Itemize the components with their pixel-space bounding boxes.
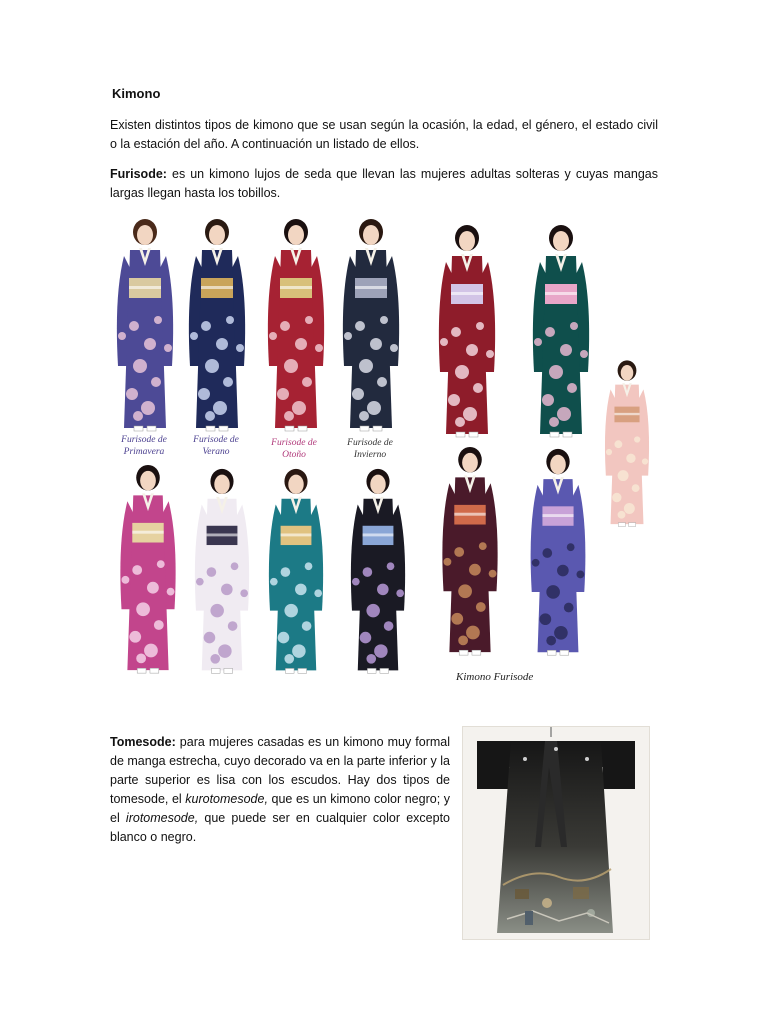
flower-motif	[549, 417, 559, 427]
flower-motif	[126, 388, 138, 400]
flower-motif	[295, 338, 307, 350]
flower-motif	[540, 613, 552, 625]
flower-motif	[280, 321, 290, 331]
caption-invierno: Furisode de Invierno	[347, 438, 393, 460]
flower-motif	[216, 338, 228, 350]
robe	[127, 495, 168, 670]
flower-motif	[377, 377, 387, 387]
flower-motif	[352, 578, 360, 586]
flower-motif	[542, 548, 552, 558]
obi-cord	[614, 413, 639, 415]
tomesode-paragraph: Tomesode: para mujeres casadas es un kimono muy formal de manga estrecha, cuyo decorado va en la parte inferior y la parte superior es lisa con los escudos. Hay dos tipos de tomesode, el kurotomesode, que es un kimono color negro; y el irotomesode, que puede ser en cualquier color excepto blanco o negro.	[110, 735, 450, 844]
caption-otono: Furisode de Otoño	[271, 438, 317, 460]
zori-right	[629, 523, 636, 527]
flower-motif	[147, 582, 159, 594]
flower-motif	[396, 589, 404, 597]
flower-motif	[205, 359, 219, 373]
flower-motif	[223, 377, 233, 387]
flower-motif	[455, 365, 469, 379]
flower-motif	[129, 631, 141, 643]
zori-left	[285, 426, 294, 431]
flower-motif	[363, 567, 373, 577]
flower-motif	[374, 644, 387, 657]
flower-motif	[151, 377, 161, 387]
obi-cord	[454, 513, 485, 516]
flower-motif	[201, 321, 211, 331]
zori-left	[134, 426, 143, 431]
flower-motif	[228, 621, 238, 631]
flower-motif	[154, 316, 162, 324]
flower-motif	[344, 332, 352, 340]
face	[137, 225, 153, 245]
tomesode-photo	[462, 726, 650, 940]
flower-motif	[370, 338, 382, 350]
flower-motif	[366, 604, 379, 617]
flower-motif	[305, 316, 313, 324]
zori-left	[618, 523, 625, 527]
flower-motif	[226, 316, 234, 324]
flower-motif	[366, 654, 376, 664]
flower-motif	[314, 589, 322, 597]
zori-right	[298, 426, 307, 431]
flower-motif	[542, 394, 554, 406]
kimono-figure-verano	[182, 216, 252, 438]
obi-cord	[280, 286, 312, 289]
flower-motif	[384, 621, 394, 631]
flower-motif	[284, 604, 297, 617]
flower-motif	[302, 621, 312, 631]
flower-motif	[118, 332, 126, 340]
flower-motif	[236, 344, 244, 352]
flower-motif	[281, 567, 291, 577]
flower-motif	[546, 585, 560, 599]
robe	[446, 256, 488, 434]
flower-motif	[476, 322, 484, 330]
tomesode-kimono-illustration	[463, 727, 649, 939]
zori-right	[472, 650, 481, 655]
flower-motif	[545, 327, 555, 337]
zori-right	[219, 426, 228, 431]
zori-right	[560, 650, 569, 655]
flower-motif	[190, 332, 198, 340]
flower-motif	[567, 543, 575, 551]
zori-right	[150, 668, 159, 673]
zori-right	[147, 426, 156, 431]
flower-motif	[198, 388, 210, 400]
face	[550, 455, 566, 474]
face	[370, 475, 385, 494]
flower-motif	[132, 565, 142, 575]
flower-motif	[284, 654, 294, 664]
flower-motif	[367, 401, 381, 415]
flower-motif	[352, 388, 364, 400]
face	[621, 365, 634, 381]
flower-motif	[278, 632, 290, 644]
kimono-figure-teal2	[258, 466, 334, 680]
zori-right	[224, 668, 233, 673]
obi-cord	[201, 286, 233, 289]
obi-cord	[355, 286, 387, 289]
flower-motif	[606, 449, 612, 455]
flower-motif	[167, 588, 175, 596]
robe	[449, 477, 490, 652]
flower-motif	[305, 562, 313, 570]
kimono-figure-teal	[524, 222, 598, 444]
kimono-figure-peach	[598, 358, 656, 532]
flower-motif	[136, 602, 150, 616]
caption-kimono-furisode: Kimono Furisode	[456, 671, 534, 683]
zori-right	[298, 668, 307, 673]
kimono-figure-black	[342, 466, 414, 680]
flower-motif	[204, 632, 216, 644]
kimono-figure-pink	[112, 462, 184, 680]
flower-motif	[277, 388, 289, 400]
flower-motif	[360, 632, 372, 644]
flower-motif	[377, 584, 389, 596]
irotomesode-term: irotomesode,	[125, 811, 199, 825]
obi-cord	[132, 531, 163, 534]
zori-left	[360, 426, 369, 431]
flower-motif	[443, 558, 451, 566]
flower-motif	[221, 584, 233, 596]
tomesode-term: Tomesode:	[110, 735, 176, 749]
flower-motif	[576, 571, 584, 579]
flower-motif	[463, 407, 477, 421]
zori-left	[547, 650, 556, 655]
flower-motif	[564, 603, 574, 613]
flower-motif	[570, 322, 578, 330]
kimono-figure-red	[426, 222, 508, 444]
flower-motif	[240, 589, 248, 597]
flower-motif	[387, 562, 395, 570]
flower-motif	[451, 613, 463, 625]
flower-motif	[292, 401, 306, 415]
furisode-text: es un kimono lujos de seda que llevan las mujeres adultas solteras y cuyas mangas largas llegan hasta los tobillos.	[110, 167, 658, 200]
flower-motif	[284, 411, 294, 421]
flower-motif	[554, 626, 568, 640]
face	[363, 225, 379, 245]
flower-motif	[451, 327, 461, 337]
kimono-figure-otono	[258, 216, 334, 438]
flower-motif	[302, 377, 312, 387]
obi-cord	[363, 533, 394, 536]
flower-motif	[557, 407, 571, 421]
flower-motif	[164, 344, 172, 352]
flower-motif	[486, 350, 494, 358]
face	[209, 225, 225, 245]
robe	[350, 250, 392, 428]
flower-motif	[359, 359, 373, 373]
robe	[275, 250, 317, 428]
flower-motif	[532, 559, 540, 567]
flower-motif	[618, 470, 629, 481]
flower-motif	[632, 484, 640, 492]
furisode-collage	[108, 212, 664, 692]
flower-motif	[612, 493, 621, 502]
kimono-figure-white	[188, 466, 256, 680]
flower-motif	[355, 321, 365, 331]
zori-left	[211, 668, 220, 673]
flower-motif	[380, 316, 388, 324]
caption-primavera: Furisode de Primavera	[121, 435, 167, 457]
kimono-figure-maroon	[428, 444, 512, 662]
flower-motif	[359, 411, 369, 421]
zori-right	[373, 426, 382, 431]
kimono-figure-primavera	[110, 216, 180, 438]
kimono-figure-violet	[520, 446, 596, 662]
kimono-figure-invierno	[336, 216, 406, 438]
flower-motif	[567, 383, 577, 393]
flower-motif	[231, 562, 239, 570]
flower-motif	[614, 440, 622, 448]
flower-motif	[196, 578, 204, 586]
zori-left	[459, 650, 468, 655]
kurotomesode-term: kurotomesode,	[185, 792, 268, 806]
flower-motif	[270, 578, 278, 586]
face	[214, 475, 229, 494]
robe	[611, 385, 644, 525]
zori-right	[469, 432, 478, 437]
face	[459, 231, 475, 251]
flower-motif	[315, 344, 323, 352]
robe	[358, 499, 398, 671]
flower-motif	[284, 359, 298, 373]
flower-motif	[458, 635, 468, 645]
flower-motif	[534, 338, 542, 346]
flower-motif	[269, 332, 277, 340]
flower-motif	[157, 560, 165, 568]
flower-motif	[549, 365, 563, 379]
flower-motif	[144, 644, 158, 658]
flower-motif	[141, 401, 155, 415]
flower-motif	[479, 542, 487, 550]
flower-motif	[136, 653, 146, 663]
zori-left	[137, 668, 146, 673]
flower-motif	[213, 401, 227, 415]
face	[288, 225, 304, 245]
flower-motif	[390, 344, 398, 352]
flower-motif	[144, 338, 156, 350]
face	[553, 231, 569, 251]
flower-motif	[458, 584, 472, 598]
robe	[202, 499, 242, 671]
flower-motif	[466, 344, 478, 356]
flower-motif	[133, 359, 147, 373]
zori-left	[285, 668, 294, 673]
flower-motif	[626, 454, 635, 463]
zori-right	[380, 668, 389, 673]
flower-motif	[440, 338, 448, 346]
flower-motif	[489, 570, 497, 578]
robe	[276, 499, 316, 671]
obi-cord	[542, 514, 573, 517]
flower-motif	[448, 394, 460, 406]
face	[140, 471, 156, 491]
furisode-paragraph	[110, 165, 658, 203]
flower-motif	[466, 626, 480, 640]
flower-motif	[469, 564, 481, 576]
flower-motif	[473, 383, 483, 393]
intro-paragraph: Existen distintos tipos de kimono que se usan según la ocasión, la edad, el género, el estado civil o la estación del año. A continuación un listado de ellos.	[110, 118, 658, 151]
zori-left	[550, 432, 559, 437]
furisode-term: Furisode:	[110, 167, 167, 181]
flower-motif	[546, 636, 556, 646]
flower-motif	[476, 602, 486, 612]
flower-motif	[154, 620, 164, 630]
flower-motif	[133, 411, 143, 421]
flower-motif	[634, 436, 640, 442]
flower-motif	[205, 411, 215, 421]
zori-left	[456, 432, 465, 437]
flower-motif	[218, 644, 231, 657]
flower-motif	[580, 350, 588, 358]
zori-left	[367, 668, 376, 673]
robe	[196, 250, 238, 428]
flower-motif	[210, 604, 223, 617]
flower-motif	[454, 547, 464, 557]
flower-motif	[129, 321, 139, 331]
zori-right	[563, 432, 572, 437]
flower-motif	[642, 458, 648, 464]
flower-motif	[624, 503, 635, 514]
face	[288, 475, 303, 494]
zori-left	[206, 426, 215, 431]
page-title: Kimono	[112, 86, 161, 101]
flower-motif	[455, 417, 465, 427]
face	[462, 453, 478, 473]
obi-cord	[129, 286, 161, 289]
robe	[540, 256, 582, 434]
flower-motif	[295, 584, 307, 596]
flower-motif	[560, 344, 572, 356]
flower-motif	[557, 565, 569, 577]
caption-verano: Furisode de Verano	[193, 435, 239, 457]
robe	[538, 479, 579, 652]
obi-cord	[451, 292, 483, 295]
flower-motif	[618, 511, 626, 519]
obi-cord	[545, 292, 577, 295]
flower-motif	[210, 654, 220, 664]
flower-motif	[207, 567, 217, 577]
flower-motif	[292, 644, 305, 657]
obi-cord	[207, 533, 238, 536]
obi-cord	[281, 533, 312, 536]
flower-motif	[121, 576, 129, 584]
robe	[124, 250, 166, 428]
